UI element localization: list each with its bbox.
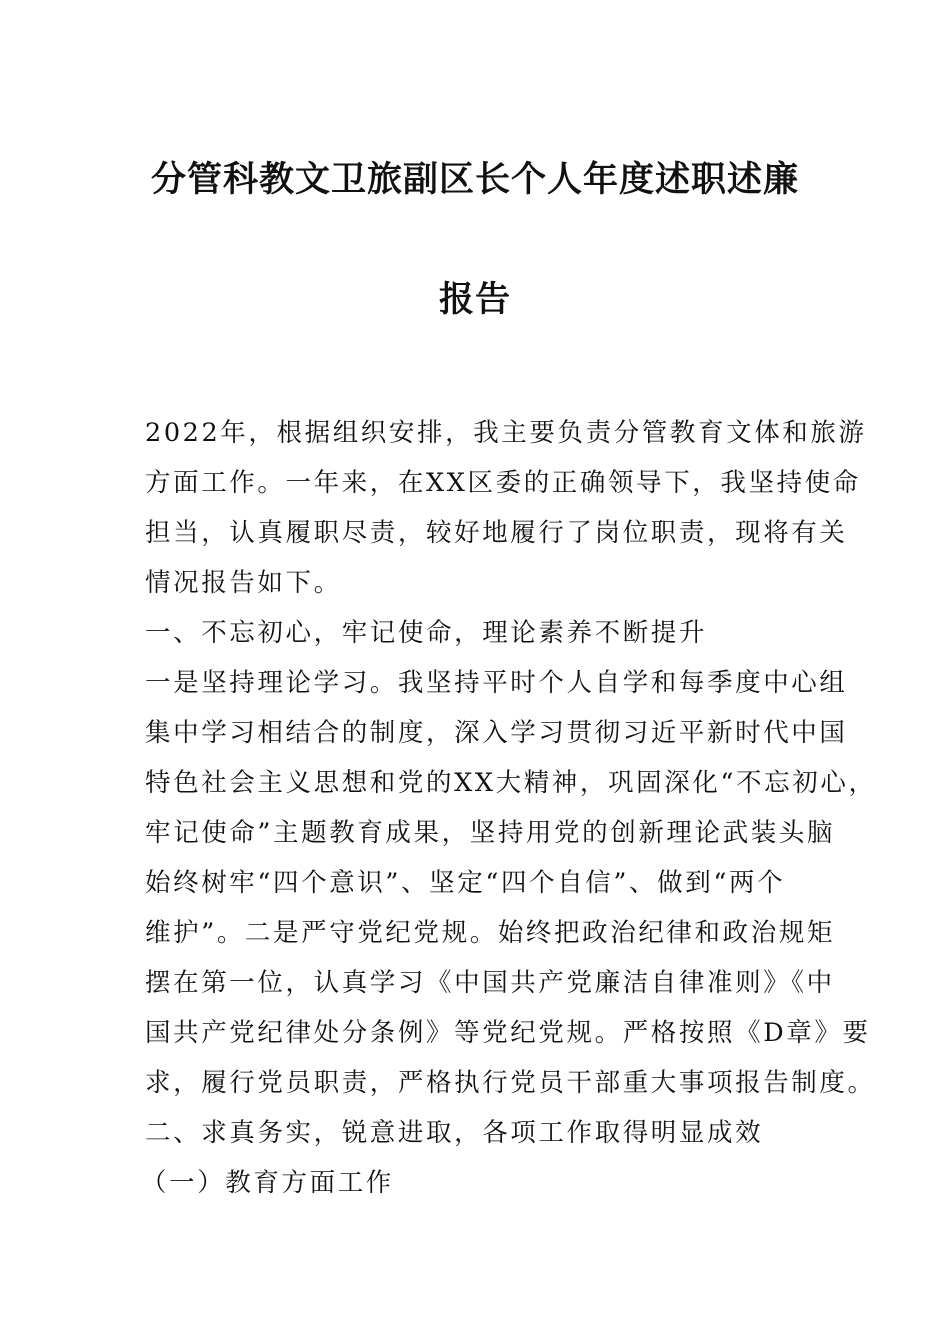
body-line-section1-2: 集中学习相结合的制度，深入学习贯彻习近平新时代中国 xyxy=(145,718,848,748)
body-line-intro-3: 担当，认真履职尽责，较好地履行了岗位职责，现将有关 xyxy=(145,518,848,548)
body-line-section1-7: 摆在第一位，认真学习《中国共产党廉洁自律准则》《中 xyxy=(145,968,835,998)
body-line-section1-9: 求，履行党员职责，严格执行党员干部重大事项报告制度。 xyxy=(145,1068,876,1098)
section-heading-1: 一、不忘初心，牢记使命，理论素养不断提升 xyxy=(145,618,708,648)
section-heading-2: 二、求真务实，锐意进取，各项工作取得明显成效 xyxy=(145,1118,764,1148)
body-line-section1-5: 始终树牢“四个意识”、坚定“四个自信”、做到“两个 xyxy=(145,868,786,898)
document-body xyxy=(141,408,877,1208)
body-line-section1-6: 维护”。二是严守党纪党规。始终把政治纪律和政治规矩 xyxy=(145,918,836,948)
document-title-line-2: 报告 xyxy=(438,279,511,320)
subsection-heading-education: （一）教育方面工作 xyxy=(141,1168,394,1198)
body-line-intro-4: 情况报告如下。 xyxy=(145,568,342,598)
body-line-section1-3: 特色社会主义思想和党的XX大精神，巩固深化“不忘初心， xyxy=(145,768,877,798)
body-line-intro-2: 方面工作。一年来，在XX区委的正确领导下，我坚持使命 xyxy=(145,468,861,498)
body-line-section1-1: 一是坚持理论学习。我坚持平时个人自学和每季度中心组 xyxy=(145,668,848,698)
document-title-line-1: 分管科教文卫旅副区长个人年度述职述廉 xyxy=(150,159,799,200)
body-line-intro-1: 2022年，根据组织安排，我主要负责分管教育文体和旅游 xyxy=(145,418,867,448)
body-line-section1-8: 国共产党纪律处分条例》等党纪党规。严格按照《D章》要 xyxy=(145,1018,871,1048)
body-line-section1-4: 牢记使命”主题教育成果，坚持用党的创新理论武装头脑 xyxy=(145,818,836,848)
